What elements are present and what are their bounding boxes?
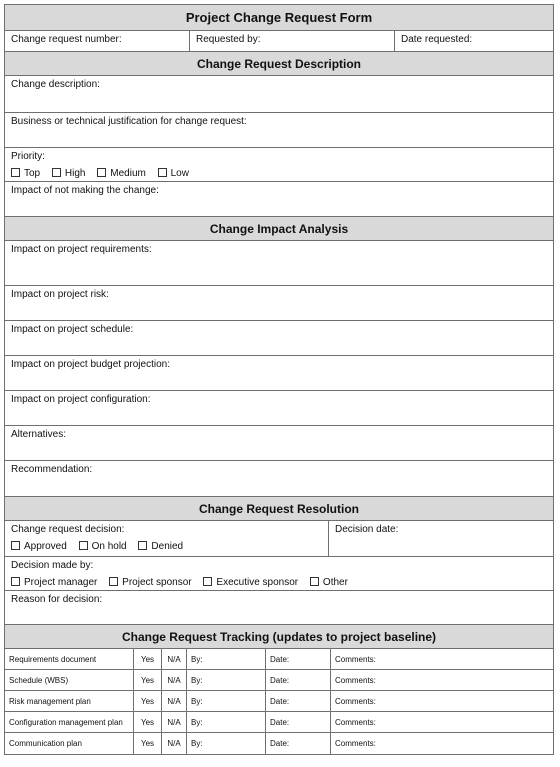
priority-options xyxy=(11,168,198,179)
change-description-field[interactable]: Change description: xyxy=(11,79,100,90)
tracking-section-heading xyxy=(5,625,553,649)
tracking-by[interactable]: By: xyxy=(187,712,266,733)
tracking-na[interactable]: N/A xyxy=(162,691,187,712)
decision-option-on-hold[interactable]: On hold xyxy=(79,541,127,552)
tracking-item: Configuration management plan xyxy=(5,712,134,733)
impact-not-making-row xyxy=(5,182,553,217)
impact-heading-text: Change Impact Analysis xyxy=(209,221,349,236)
justification-field[interactable]: Business or technical justification for change request: xyxy=(11,116,247,127)
decision-made-by-field xyxy=(5,557,363,590)
priority-option-high[interactable]: High xyxy=(52,168,86,179)
checkbox-icon[interactable] xyxy=(97,168,106,177)
tracking-date[interactable]: Date: xyxy=(266,649,331,670)
impact-budget-field[interactable]: Impact on project budget projection: xyxy=(11,359,170,370)
tracking-item: Schedule (WBS) xyxy=(5,670,134,691)
form-title: Project Change Request Form xyxy=(185,10,373,25)
tracking-item: Communication plan xyxy=(5,733,134,754)
recommendation-field[interactable]: Recommendation: xyxy=(11,464,93,475)
decision-label: Change request decision: xyxy=(11,524,125,535)
tracking-yes[interactable]: Yes xyxy=(134,733,162,754)
tracking-yes[interactable]: Yes xyxy=(134,712,162,733)
reason-row xyxy=(5,591,553,625)
tracking-row-communication xyxy=(5,733,553,754)
decision-made-by-row xyxy=(5,557,553,591)
tracking-row-risk xyxy=(5,691,553,712)
tracking-comments[interactable]: Comments: xyxy=(335,696,376,706)
checkbox-icon[interactable] xyxy=(138,541,147,550)
resolution-section-heading xyxy=(5,497,553,521)
impact-requirements-row xyxy=(5,241,553,286)
checkbox-icon[interactable] xyxy=(79,541,88,550)
checkbox-icon[interactable] xyxy=(52,168,61,177)
priority-option-top[interactable]: Top xyxy=(11,168,40,179)
alternatives-field[interactable]: Alternatives: xyxy=(11,429,67,440)
impact-schedule-row xyxy=(5,321,553,356)
impact-configuration-row xyxy=(5,391,553,426)
tracking-comments[interactable]: Comments: xyxy=(335,717,376,727)
checkbox-icon[interactable] xyxy=(158,168,167,177)
tracking-na[interactable]: N/A xyxy=(162,712,187,733)
change-request-form xyxy=(4,4,554,755)
recommendation-row xyxy=(5,461,553,497)
priority-row xyxy=(5,148,553,182)
decision-made-by-label: Decision made by: xyxy=(11,560,94,571)
priority-option-medium[interactable]: Medium xyxy=(97,168,146,179)
decision-by-project-manager[interactable]: Project manager xyxy=(11,577,97,588)
tracking-na[interactable]: N/A xyxy=(162,733,187,754)
reason-field[interactable]: Reason for decision: xyxy=(11,594,103,605)
impact-risk-field[interactable]: Impact on project risk: xyxy=(11,289,109,300)
request-info-row xyxy=(5,31,553,52)
decision-options xyxy=(11,541,322,552)
tracking-yes[interactable]: Yes xyxy=(134,649,162,670)
tracking-yes[interactable]: Yes xyxy=(134,691,162,712)
tracking-item: Risk management plan xyxy=(5,691,134,712)
checkbox-icon[interactable] xyxy=(203,577,212,586)
decision-by-project-sponsor[interactable]: Project sponsor xyxy=(109,577,191,588)
tracking-heading-text: Change Request Tracking (updates to project baseline) xyxy=(121,629,437,644)
tracking-yes[interactable]: Yes xyxy=(134,670,162,691)
change-description-row xyxy=(5,76,553,113)
impact-not-making-field[interactable]: Impact of not making the change: xyxy=(11,185,159,196)
tracking-item: Requirements document xyxy=(5,649,134,670)
tracking-date[interactable]: Date: xyxy=(266,691,331,712)
impact-section-heading xyxy=(5,217,553,241)
form-title-row xyxy=(5,5,553,31)
checkbox-icon[interactable] xyxy=(109,577,118,586)
tracking-by[interactable]: By: xyxy=(187,649,266,670)
checkbox-icon[interactable] xyxy=(310,577,319,586)
decision-option-denied[interactable]: Denied xyxy=(138,541,183,552)
tracking-row-schedule xyxy=(5,670,553,691)
decision-option-approved[interactable]: Approved xyxy=(11,541,67,552)
impact-requirements-field[interactable]: Impact on project requirements: xyxy=(11,244,152,255)
tracking-by[interactable]: By: xyxy=(187,670,266,691)
tracking-date[interactable]: Date: xyxy=(266,712,331,733)
description-heading-text: Change Request Description xyxy=(196,56,362,71)
checkbox-icon[interactable] xyxy=(11,541,20,550)
tracking-date[interactable]: Date: xyxy=(266,670,331,691)
alternatives-row xyxy=(5,426,553,461)
decision-field xyxy=(5,521,329,556)
justification-row xyxy=(5,113,553,148)
checkbox-icon[interactable] xyxy=(11,577,20,586)
decision-date-field[interactable]: Decision date: xyxy=(335,524,399,535)
decision-row xyxy=(5,521,553,557)
tracking-comments[interactable]: Comments: xyxy=(335,675,376,685)
resolution-heading-text: Change Request Resolution xyxy=(198,501,359,516)
decision-by-other[interactable]: Other xyxy=(310,577,348,588)
change-request-number-field[interactable]: Change request number: xyxy=(5,31,190,51)
tracking-comments[interactable]: Comments: xyxy=(335,739,376,748)
tracking-na[interactable]: N/A xyxy=(162,649,187,670)
tracking-na[interactable]: N/A xyxy=(162,670,187,691)
decision-by-executive-sponsor[interactable]: Executive sponsor xyxy=(203,577,298,588)
decision-made-by-options xyxy=(11,577,357,588)
priority-field xyxy=(5,148,204,181)
impact-risk-row xyxy=(5,286,553,321)
tracking-by[interactable]: By: xyxy=(187,733,266,754)
tracking-date[interactable]: Date: xyxy=(266,733,331,754)
priority-option-low[interactable]: Low xyxy=(158,168,189,179)
tracking-by[interactable]: By: xyxy=(187,691,266,712)
date-requested-field[interactable]: Date requested: xyxy=(401,34,473,45)
impact-budget-row xyxy=(5,356,553,391)
tracking-row-configuration xyxy=(5,712,553,733)
impact-configuration-field[interactable]: Impact on project configuration: xyxy=(11,394,151,405)
tracking-row-requirements xyxy=(5,649,553,670)
requested-by-field[interactable]: Requested by: xyxy=(190,31,395,51)
tracking-comments[interactable]: Comments: xyxy=(335,654,376,664)
description-section-heading xyxy=(5,52,553,76)
impact-schedule-field[interactable]: Impact on project schedule: xyxy=(11,324,134,335)
priority-label: Priority: xyxy=(11,151,45,162)
checkbox-icon[interactable] xyxy=(11,168,20,177)
